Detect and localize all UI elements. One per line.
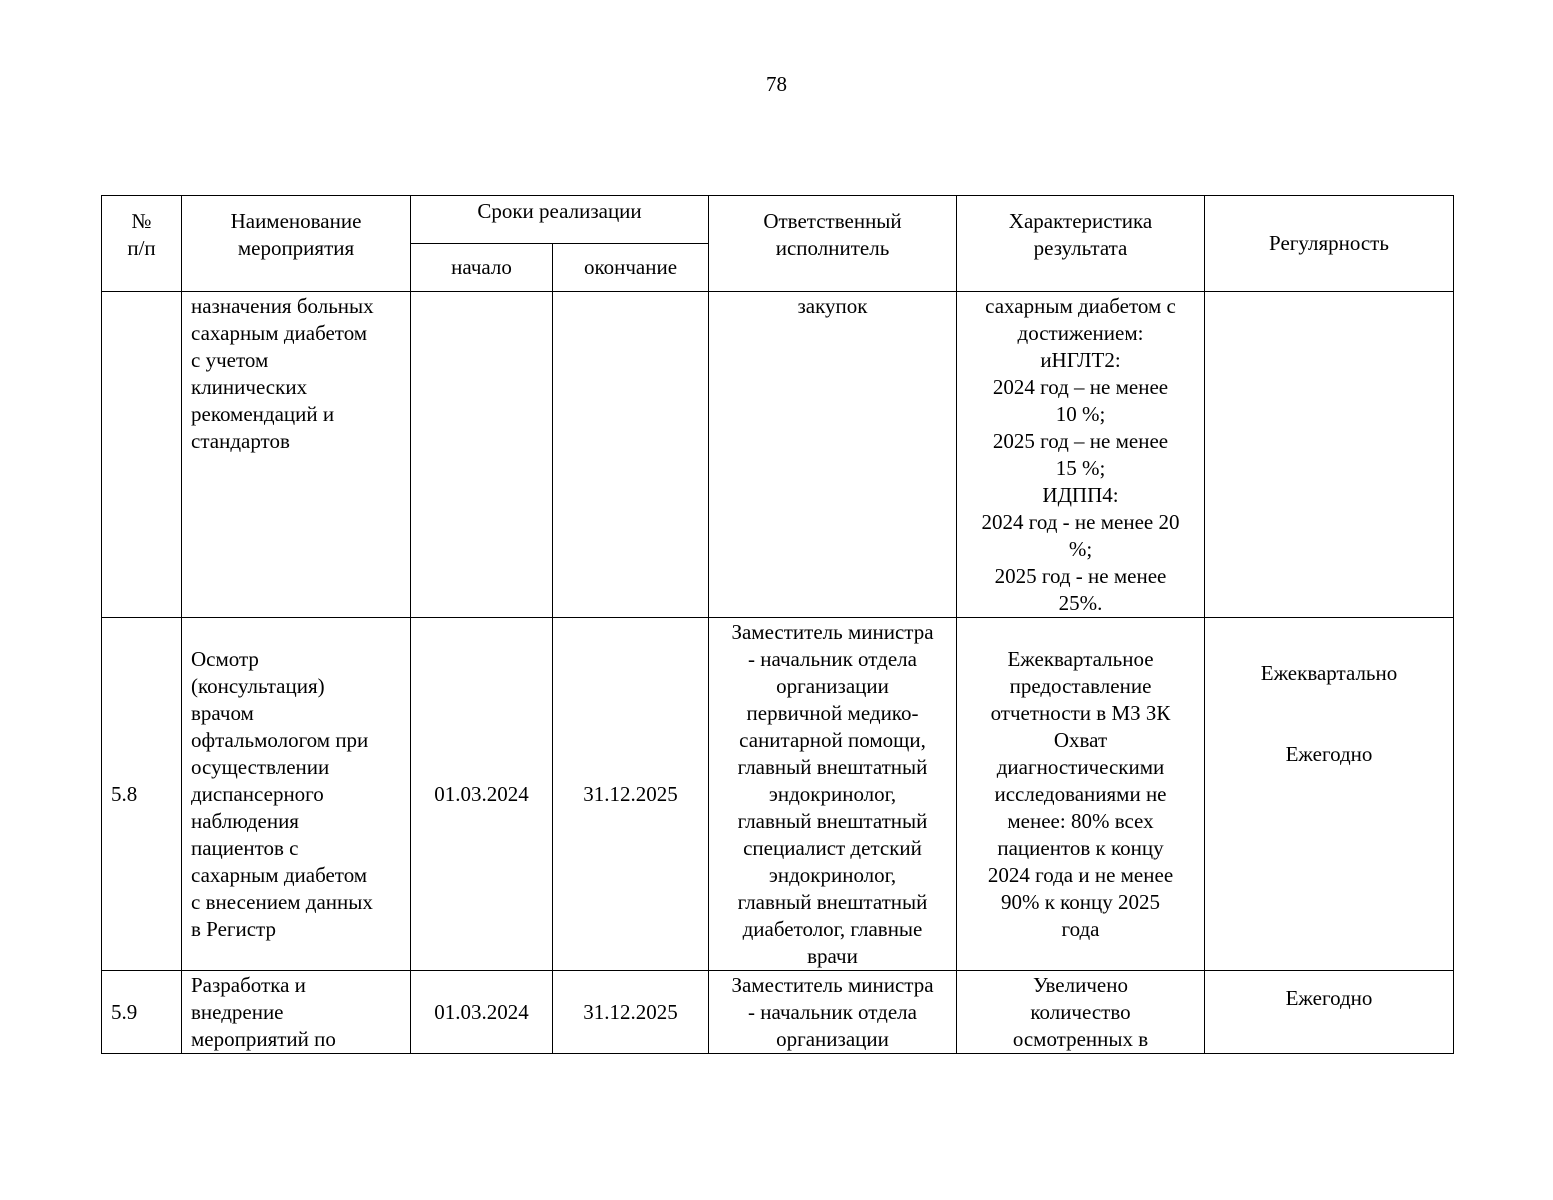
cell-result: Ежеквартальное предоставление отчетности в МЗ ЗК Охват диагностическими исследованиями не менее: 80% всех пациентов к концу 2024 года и не менее 90% к концу 2025 года [957, 618, 1205, 971]
cell-name: Осмотр (консультация) врачом офтальмологом при осуществлении диспансерного наблюдения пациентов с сахарным диабетом с внесением данных в Регистр [182, 618, 411, 971]
cell-regularity: Ежегодно [1205, 971, 1454, 1054]
cell-responsible: закупок [709, 292, 957, 618]
cell-result: Увеличено количество осмотренных в [957, 971, 1205, 1054]
cell-end: 31.12.2025 [553, 618, 709, 971]
table-row [102, 971, 1454, 1054]
cell-name: назначения больных сахарным диабетом с учетом клинических рекомендаций и стандартов [182, 292, 411, 618]
regularity-quarterly: Ежеквартально [1260, 661, 1398, 685]
header-end: окончание [553, 244, 709, 292]
cell-name: Разработка и внедрение мероприятий по [182, 971, 411, 1054]
cell-end: 31.12.2025 [553, 971, 709, 1054]
activities-table [101, 195, 1454, 1054]
cell-start: 01.03.2024 [411, 618, 553, 971]
cell-regularity [1205, 618, 1454, 971]
table-row [102, 292, 1454, 618]
header-responsible: Ответственный исполнитель [709, 196, 957, 292]
table-row [102, 618, 1454, 971]
cell-responsible: Заместитель министра - начальник отдела организации первичной медико- санитарной помощи, главный внештатный эндокринолог, главный внештатный специалист детский эндокринолог, главный внештатный диабетолог, главные врачи [709, 618, 957, 971]
cell-result: сахарным диабетом с достижением: иНГЛТ2: 2024 год – не менее 10 %; 2025 год – не менее 15 %; ИДПП4: 2024 год - не менее 20 %; 2025 год - не менее 25%. [957, 292, 1205, 618]
header-start: начало [411, 244, 553, 292]
header-terms: Сроки реализации [411, 196, 709, 244]
table-header-row [102, 196, 1454, 244]
cell-num [102, 292, 182, 618]
cell-start: 01.03.2024 [411, 971, 553, 1054]
cell-end [553, 292, 709, 618]
header-result: Характеристика результата [957, 196, 1205, 292]
page-number: 78 [766, 72, 787, 96]
header-name: Наименование мероприятия [182, 196, 411, 292]
cell-num: 5.8 [102, 618, 182, 971]
header-regularity: Регулярность [1205, 196, 1454, 292]
cell-responsible: Заместитель министра - начальник отдела организации [709, 971, 957, 1054]
cell-regularity [1205, 292, 1454, 618]
regularity-yearly: Ежегодно [1285, 742, 1373, 766]
cell-num: 5.9 [102, 971, 182, 1054]
header-num: № п/п [102, 196, 182, 292]
cell-start [411, 292, 553, 618]
